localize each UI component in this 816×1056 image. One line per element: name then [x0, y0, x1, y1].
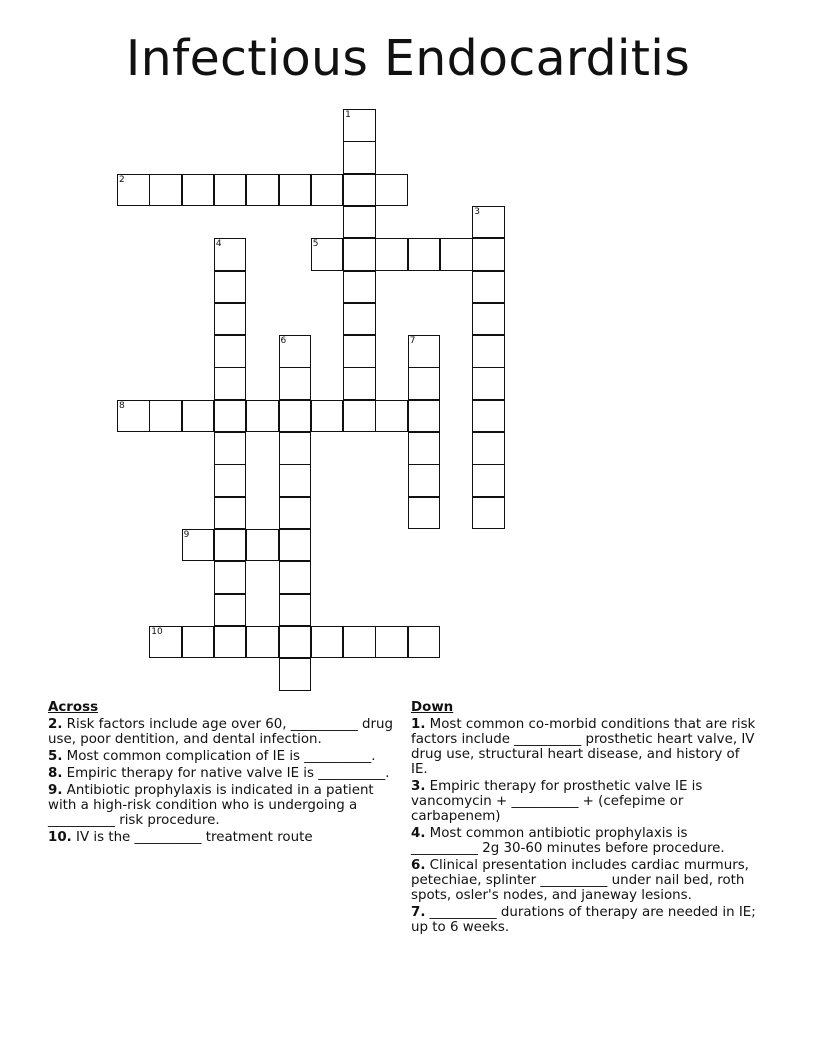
grid-cell[interactable]: [246, 400, 279, 433]
clue-text: Antibiotic prophylaxis is indicated in a patient with a high-risk condition who is undergoing a __________ risk procedure.: [48, 783, 374, 828]
grid-cell[interactable]: [343, 400, 376, 433]
down-clue: [411, 826, 756, 856]
across-clue: [48, 830, 393, 845]
grid-cell[interactable]: [279, 432, 312, 465]
grid-cell[interactable]: [343, 206, 376, 239]
grid-cell[interactable]: [343, 109, 376, 142]
down-heading: Down: [411, 700, 454, 715]
grid-cell[interactable]: [408, 626, 441, 659]
down-clue: [411, 905, 756, 935]
clue-text: Most common co-morbid conditions that are risk factors include __________ prosthetic heart valve, IV drug use, structural heart disease, and history of IE.: [411, 717, 756, 777]
grid-cell[interactable]: [279, 174, 312, 207]
grid-cell[interactable]: [279, 497, 312, 530]
grid-cell[interactable]: [375, 174, 408, 207]
grid-cell[interactable]: [440, 238, 473, 271]
down-clue: [411, 717, 756, 777]
grid-cell[interactable]: [408, 335, 441, 368]
cell-number: 10: [151, 626, 163, 637]
grid-cell[interactable]: [279, 626, 312, 659]
down-clue: [411, 779, 756, 824]
cell-number: 6: [280, 336, 287, 347]
clue-text: IV is the __________ treatment route: [76, 830, 313, 845]
clue-text: __________ durations of therapy are needed in IE; up to 6 weeks.: [411, 905, 756, 935]
grid-cell[interactable]: [149, 174, 182, 207]
grid-cell[interactable]: [117, 174, 150, 207]
grid-cell[interactable]: [279, 529, 312, 562]
down-clue: [411, 858, 756, 903]
grid-cell[interactable]: [472, 400, 505, 433]
grid-cell[interactable]: [246, 529, 279, 562]
clue-text: Risk factors include age over 60, __________ drug use, poor dentition, and dental infection.: [48, 717, 393, 747]
clue-number: 10.: [48, 830, 72, 845]
down-clues: [411, 700, 756, 937]
cell-number: 3: [474, 206, 481, 217]
grid-cell[interactable]: [311, 400, 344, 433]
grid-cell[interactable]: [279, 335, 312, 368]
grid-cell[interactable]: [375, 238, 408, 271]
grid-cell[interactable]: [472, 303, 505, 336]
grid-cell[interactable]: [279, 594, 312, 627]
grid-cell[interactable]: [472, 238, 505, 271]
grid-cell[interactable]: [343, 335, 376, 368]
grid-cell[interactable]: [408, 367, 441, 400]
grid-cell[interactable]: [472, 271, 505, 304]
grid-cell[interactable]: [343, 174, 376, 207]
grid-cell[interactable]: [214, 497, 247, 530]
grid-cell[interactable]: [117, 400, 150, 433]
grid-cell[interactable]: [311, 626, 344, 659]
grid-cell[interactable]: [214, 238, 247, 271]
grid-cell[interactable]: [408, 400, 441, 433]
grid-cell[interactable]: [408, 432, 441, 465]
clue-number: 3.: [411, 779, 426, 794]
cell-number: 1: [345, 110, 351, 120]
grid-cell[interactable]: [182, 400, 215, 433]
grid-cell[interactable]: [214, 432, 247, 465]
grid-cell[interactable]: [408, 464, 441, 497]
cell-number: 5: [312, 239, 319, 250]
clue-number: 4.: [411, 826, 426, 841]
clue-number: 5.: [48, 749, 63, 764]
grid-cell[interactable]: [375, 400, 408, 433]
clue-number: 8.: [48, 766, 63, 781]
grid-cell[interactable]: [472, 497, 505, 530]
grid-cell[interactable]: [472, 432, 505, 465]
grid-cell[interactable]: [279, 561, 312, 594]
grid-cell[interactable]: [246, 174, 279, 207]
grid-cell[interactable]: [214, 335, 247, 368]
grid-cell[interactable]: [279, 367, 312, 400]
grid-cell[interactable]: [343, 271, 376, 304]
page-title: Infectious Endocarditis: [125, 30, 691, 87]
cell-number: 7: [409, 336, 416, 347]
grid-cell[interactable]: [375, 626, 408, 659]
grid-cell[interactable]: [214, 561, 247, 594]
grid-cell[interactable]: [214, 367, 247, 400]
clue-text: Empiric therapy for native valve IE is __________.: [66, 766, 390, 781]
grid-cell[interactable]: [214, 464, 247, 497]
cell-number: 8: [119, 400, 125, 411]
grid-cell[interactable]: [343, 626, 376, 659]
grid-cell[interactable]: [214, 174, 247, 207]
grid-cell[interactable]: [279, 400, 312, 433]
grid-cell[interactable]: [214, 529, 247, 562]
grid-cell[interactable]: [472, 367, 505, 400]
cell-number: 2: [119, 174, 125, 185]
across-heading: Across: [48, 700, 99, 715]
grid-cell[interactable]: [182, 174, 215, 207]
clue-number: 9.: [48, 783, 63, 798]
grid-cell[interactable]: [246, 626, 279, 659]
grid-cell[interactable]: [311, 238, 344, 271]
cell-number: 4: [215, 239, 222, 250]
across-clue: [48, 783, 393, 828]
grid-cell[interactable]: [472, 464, 505, 497]
grid-cell[interactable]: [214, 626, 247, 659]
across-clues: [48, 700, 393, 847]
across-clue: [48, 766, 393, 781]
grid-cell[interactable]: [214, 271, 247, 304]
grid-cell[interactable]: [279, 658, 312, 691]
grid-cell[interactable]: [343, 367, 376, 400]
grid-cell[interactable]: [343, 141, 376, 174]
grid-cell[interactable]: [311, 174, 344, 207]
clue-number: 1.: [411, 717, 426, 732]
grid-cell[interactable]: [279, 464, 312, 497]
grid-cell[interactable]: [408, 238, 441, 271]
grid-cell[interactable]: [408, 497, 441, 530]
grid-cell[interactable]: [343, 303, 376, 336]
grid-cell[interactable]: [149, 626, 182, 659]
cell-number: 9: [183, 529, 190, 540]
clue-text: Most common complication of IE is __________.: [66, 749, 376, 764]
clue-number: 6.: [411, 858, 426, 873]
across-clue: [48, 749, 393, 764]
clue-number: 2.: [48, 717, 63, 732]
clue-text: Clinical presentation includes cardiac murmurs, petechiae, splinter __________ under nail bed, roth spots, osler's nodes, and janeway lesions.: [411, 858, 749, 903]
clue-number: 7.: [411, 905, 426, 920]
across-clue: [48, 717, 393, 747]
grid-cell[interactable]: [214, 400, 247, 433]
grid-cell[interactable]: [182, 626, 215, 659]
grid-cell[interactable]: [149, 400, 182, 433]
grid-cell[interactable]: [472, 335, 505, 368]
grid-cell[interactable]: [472, 206, 505, 239]
clue-text: Most common antibiotic prophylaxis is __________ 2g 30-60 minutes before procedure.: [411, 826, 725, 856]
clue-text: Empiric therapy for prosthetic valve IE is vancomycin + __________ + (cefepime or carbapenem): [411, 779, 703, 824]
grid-cell[interactable]: [343, 238, 376, 271]
grid-cell[interactable]: [214, 303, 247, 336]
grid-cell[interactable]: [214, 594, 247, 627]
grid-cell[interactable]: [182, 529, 215, 562]
